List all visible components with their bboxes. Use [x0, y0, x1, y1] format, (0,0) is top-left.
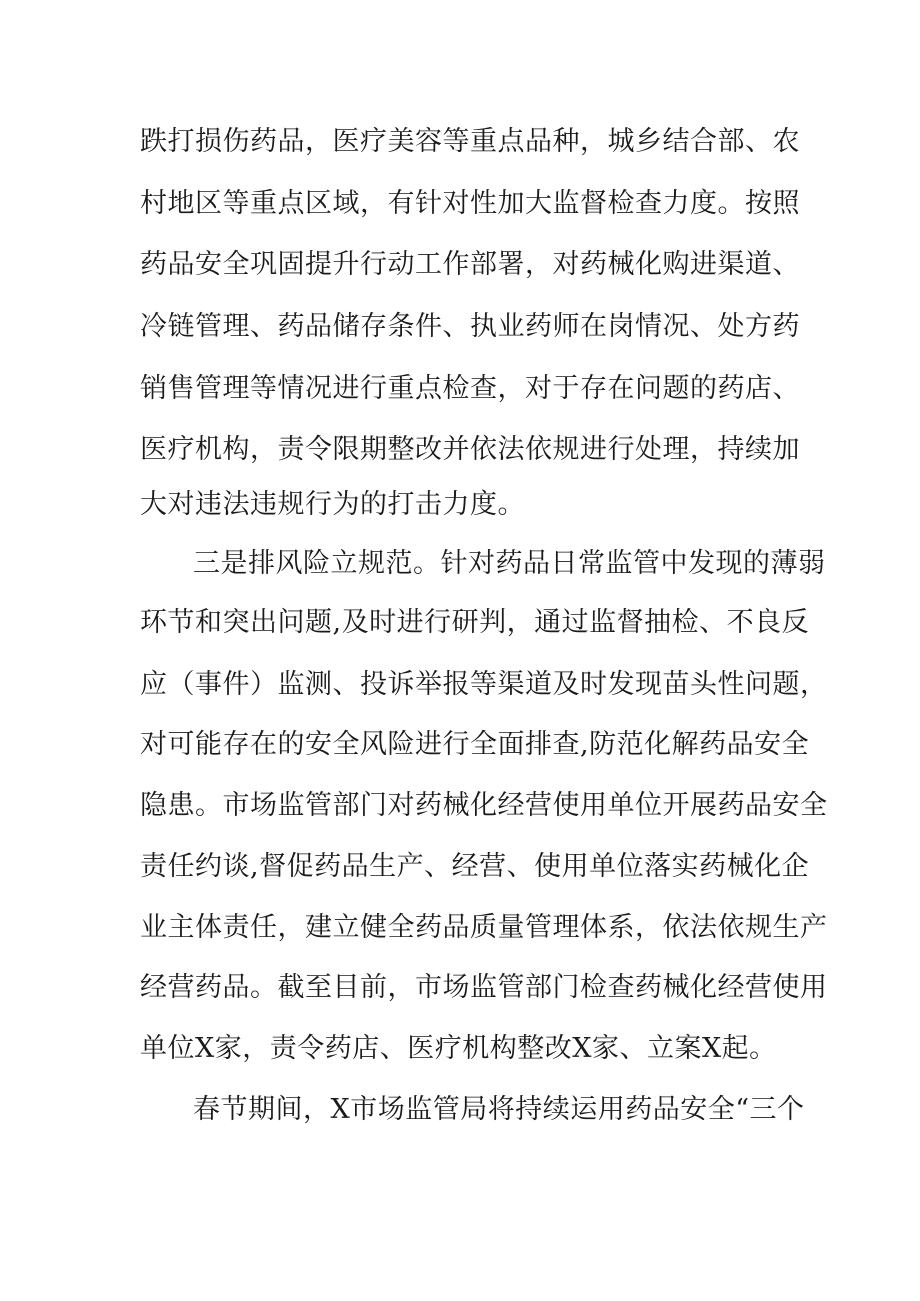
text-line: 春节期间，X市场监管局将持续运用药品安全“三个: [193, 1094, 805, 1125]
text-line: 单位X家，责令药店、医疗机构整改X家、立案X起。: [140, 1033, 777, 1064]
text-line: 责任约谈,督促药品生产、经营、使用单位落实药械化企: [140, 851, 810, 882]
text-line: 医疗机构，责令限期整改并依法依规进行处理，持续加: [140, 434, 800, 465]
text-line: 经营药品。截至目前，市场监管部门检查药械化经营使用: [140, 972, 828, 1003]
text-line: 隐患。市场监管部门对药械化经营使用单位开展药品安全: [140, 790, 828, 821]
text-line: 村地区等重点区域，有针对性加大监督检查力度。按照: [140, 188, 800, 219]
text-line: 业主体责任，建立健全药品质量管理体系，依法依规生产: [140, 912, 828, 943]
text-line: 应（事件）监测、投诉举报等渠道及时发现苗头性问题，: [140, 669, 828, 700]
text-line: 对可能存在的安全风险进行全面排查,防范化解药品安全: [140, 729, 810, 760]
text-line: 大对违法违规行为的打击力度。: [140, 489, 525, 520]
text-line: 三是排风险立规范。针对药品日常监管中发现的薄弱: [193, 548, 826, 579]
text-line: 环节和突出问题,及时进行研判，通过监督抽检、不良反: [140, 607, 810, 638]
text-line: 药品安全巩固提升行动工作部署，对药械化购进渠道、: [140, 249, 800, 280]
text-line: 冷链管理、药品储存条件、执业药师在岗情况、处方药: [140, 311, 800, 342]
text-line: 跌打损伤药品，医疗美容等重点品种，城乡结合部、农: [140, 126, 800, 157]
text-line: 销售管理等情况进行重点检查，对于存在问题的药店、: [140, 373, 800, 404]
